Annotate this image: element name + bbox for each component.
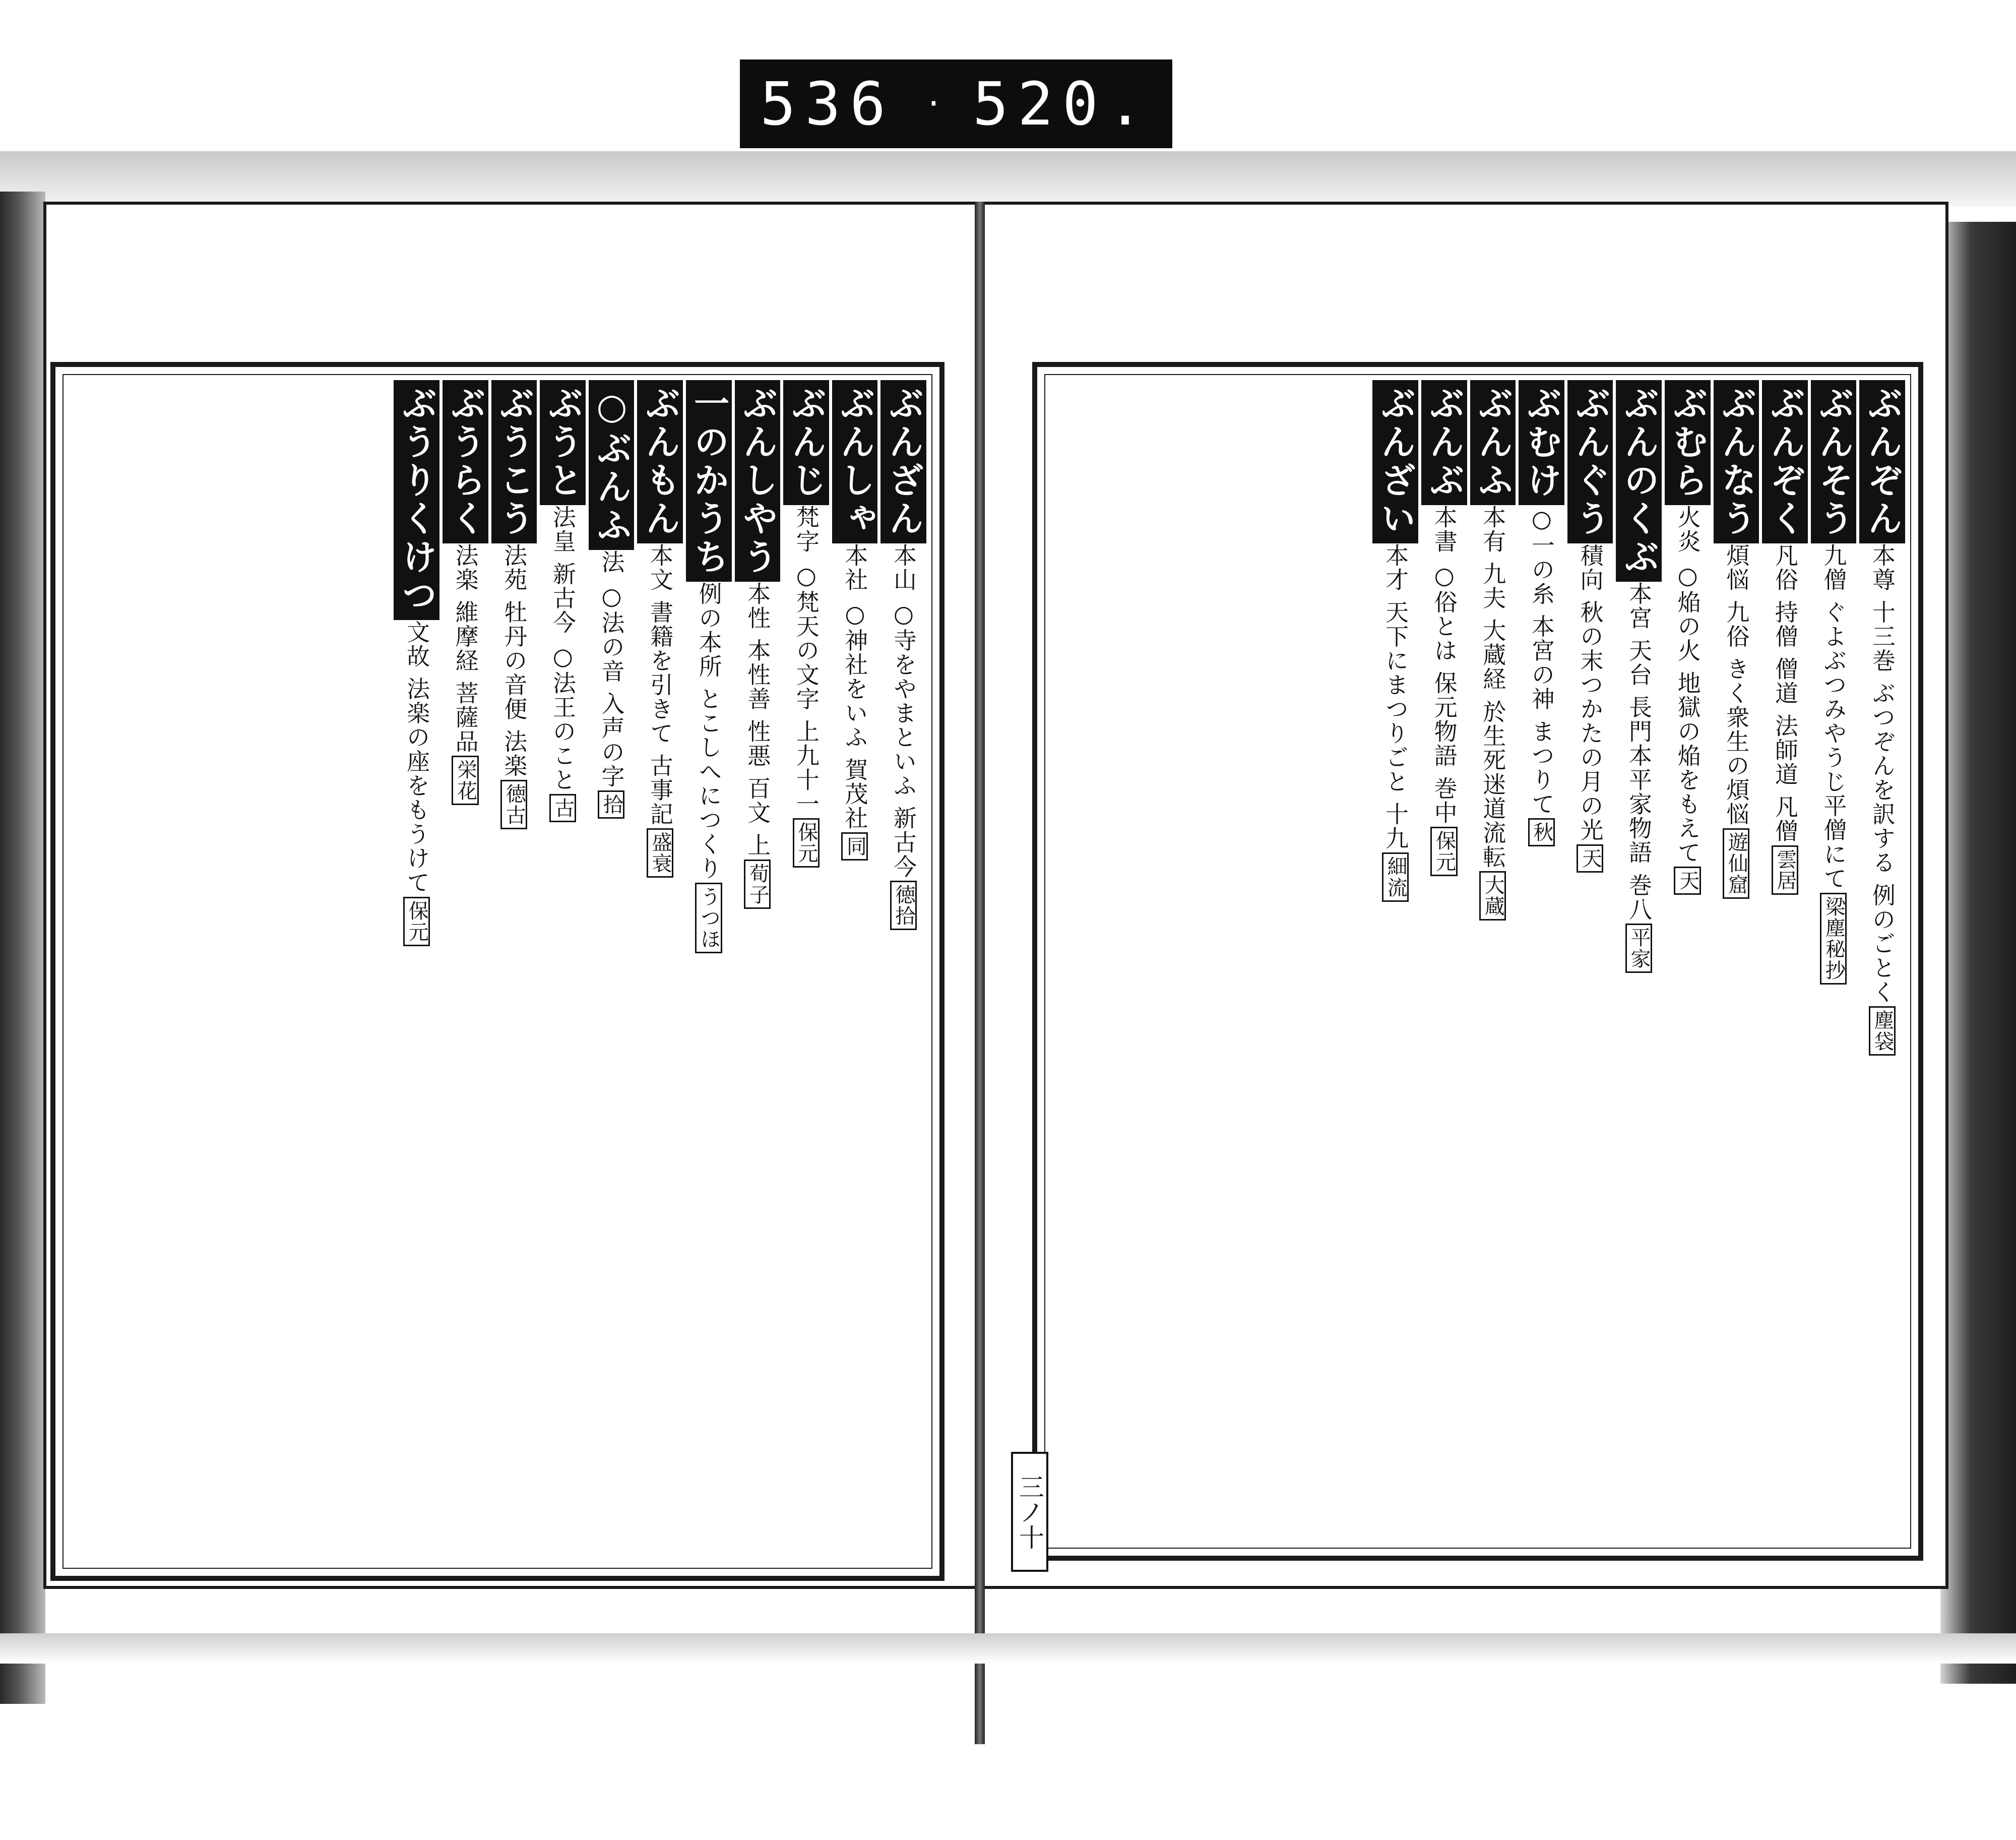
entry-headword: ぶうと <box>540 380 586 505</box>
entry-definition: 梵字 ○梵天の文字 上九十一 <box>792 505 820 817</box>
entry-definition: 本性 本性善 性悪 百文 上 <box>744 582 772 857</box>
entry-headword: ぶんもん <box>637 380 683 543</box>
entry-definition: 九僧 ぐよぶつみやうじ平僧にて <box>1820 543 1848 891</box>
entry-headword: ぶんざい <box>1372 380 1418 543</box>
entry-headword: ぶんそう <box>1811 380 1857 543</box>
source-citation-box: 天 <box>1577 844 1603 873</box>
folio-page-number: 三ノ十 <box>1011 1452 1048 1572</box>
left-text-frame <box>50 362 944 1581</box>
right-text-frame <box>1032 362 1923 1561</box>
source-citation-box: 保元 <box>403 897 430 946</box>
entry-headword: ぶんぶ <box>1421 380 1467 505</box>
entry-headword: ぶうらく <box>443 380 488 543</box>
entry-column <box>735 380 781 1563</box>
entry-column <box>1616 380 1662 1543</box>
entry-column <box>1811 380 1857 1543</box>
entry-definition: 本有 九夫 大蔵経 於生死迷道流転 <box>1479 505 1507 869</box>
entry-definition: ○一の糸 本宮の神 まつりて <box>1528 505 1555 817</box>
entry-headword: ぶんのくぶ <box>1616 380 1662 582</box>
entry-column <box>637 380 683 1563</box>
entry-headword: 一のかうち <box>686 380 732 582</box>
source-citation-box: 保元 <box>793 818 820 868</box>
entry-definition: 文故 法楽の座をもうけて <box>403 620 431 895</box>
source-citation-box: 大蔵 <box>1479 871 1506 921</box>
entry-column <box>783 380 829 1563</box>
right-inner-border <box>1044 374 1911 1549</box>
source-citation-box: 栄花 <box>452 756 478 805</box>
entry-column <box>394 380 439 1563</box>
scan-shadow-bottom <box>0 1633 2016 1664</box>
source-citation-box: 遊仙窟 <box>1723 828 1749 899</box>
scan-shadow-left <box>0 192 45 1704</box>
source-citation-box: 塵袋 <box>1869 1006 1896 1056</box>
right-columns <box>1050 380 1905 1543</box>
entry-headword: ぶうこう <box>491 380 537 543</box>
entry-definition: 本山 ○寺をやまといふ 新古今 <box>890 543 917 879</box>
entry-definition: 本才 天下にまつりごと 十九 <box>1382 543 1410 851</box>
entry-definition: 本尊 十三巻 ぶつぞんを訳する 例のごとく <box>1869 543 1896 1004</box>
source-citation-box: 同 <box>841 832 868 861</box>
entry-headword: ぶむけ <box>1519 380 1564 505</box>
scan-shadow-right <box>1940 222 2016 1684</box>
source-citation-box: 秋 <box>1528 818 1555 846</box>
entry-definition: 法 ○法の音 入声の字 <box>598 550 625 789</box>
entry-headword: ぶうりくけつ <box>394 380 439 620</box>
left-inner-border <box>62 374 932 1569</box>
entry-definition: 本社 ○神社をいふ 賀茂社 <box>841 543 869 831</box>
entry-column <box>491 380 537 1563</box>
entry-column <box>1859 380 1905 1543</box>
source-citation-box: 古 <box>549 794 576 822</box>
scan-shadow-top <box>0 151 2016 207</box>
source-citation-box: 保元 <box>1430 827 1457 876</box>
entry-column <box>1470 380 1516 1543</box>
catalog-number-plate <box>740 59 1172 148</box>
book-gutter <box>975 202 985 1744</box>
entry-definition: 例の本所 とこしへにつくり <box>695 582 723 881</box>
entry-headword: ぶんぞん <box>1859 380 1905 543</box>
entry-column <box>1519 380 1564 1543</box>
plate-separator: · <box>924 86 943 121</box>
entry-definition: 法苑 牡丹の音便 法楽 <box>500 543 528 778</box>
entry-headword: ぶんしやう <box>735 380 781 582</box>
source-citation-box: 雲居 <box>1772 845 1798 895</box>
entry-column <box>686 380 732 1563</box>
entry-definition: 凡俗 持僧 僧道 法師道 凡僧 <box>1771 543 1799 843</box>
entry-column <box>1762 380 1808 1543</box>
source-citation-box: 盛衰 <box>647 828 673 878</box>
entry-column <box>1714 380 1759 1543</box>
entry-headword: ぶんぞく <box>1762 380 1808 543</box>
entry-column <box>443 380 488 1563</box>
entry-definition: 本文 書籍を引きて 古事記 <box>647 543 674 827</box>
plate-right-number: 520. <box>972 69 1152 139</box>
source-citation-box: 天 <box>1674 867 1700 895</box>
entry-headword: ぶんなう <box>1714 380 1759 543</box>
source-citation-box: 荀子 <box>744 860 771 909</box>
entry-column <box>1665 380 1711 1543</box>
entry-headword: ○ぶんふ <box>589 380 635 550</box>
source-citation-box: 梁塵秘抄 <box>1820 893 1847 985</box>
entry-headword: ぶむら <box>1665 380 1711 505</box>
entry-headword: ぶんふ <box>1470 380 1516 505</box>
entry-definition: 法楽 維摩経 菩薩品 <box>452 543 479 754</box>
entry-column <box>1372 380 1418 1543</box>
entry-definition: 火炎 ○焔の火 地獄の焔をもえて <box>1674 505 1702 865</box>
source-citation-box: 細流 <box>1382 852 1409 902</box>
entry-definition: 本宮 天台 長門本平家物語 巻八 <box>1625 582 1653 922</box>
entry-definition: 積向 秋の末つかたの月の光 <box>1577 543 1604 842</box>
entry-definition: 本書 ○俗とは 保元物語 巻中 <box>1430 505 1458 825</box>
source-citation-box: うつほ <box>695 883 722 953</box>
entry-headword: ぶんしゃ <box>832 380 878 543</box>
entry-column <box>540 380 586 1563</box>
source-citation-box: 徳拾 <box>890 881 917 930</box>
entry-column <box>1567 380 1613 1543</box>
entry-column <box>880 380 926 1563</box>
source-citation-box: 平家 <box>1625 924 1652 973</box>
entry-headword: ぶんぐう <box>1567 380 1613 543</box>
entry-column <box>832 380 878 1563</box>
plate-left-number: 536 <box>760 69 895 139</box>
source-citation-box: 拾 <box>598 790 624 819</box>
entry-headword: ぶんざん <box>880 380 926 543</box>
entry-column <box>589 380 635 1563</box>
entry-definition: 法皇 新古今 ○法王のこと <box>549 505 577 792</box>
left-columns <box>69 380 926 1563</box>
source-citation-box: 徳古 <box>500 780 527 829</box>
entry-headword: ぶんじ <box>783 380 829 505</box>
entry-definition: 煩悩 九俗 きく衆生の煩悩 <box>1723 543 1750 827</box>
entry-column <box>1421 380 1467 1543</box>
